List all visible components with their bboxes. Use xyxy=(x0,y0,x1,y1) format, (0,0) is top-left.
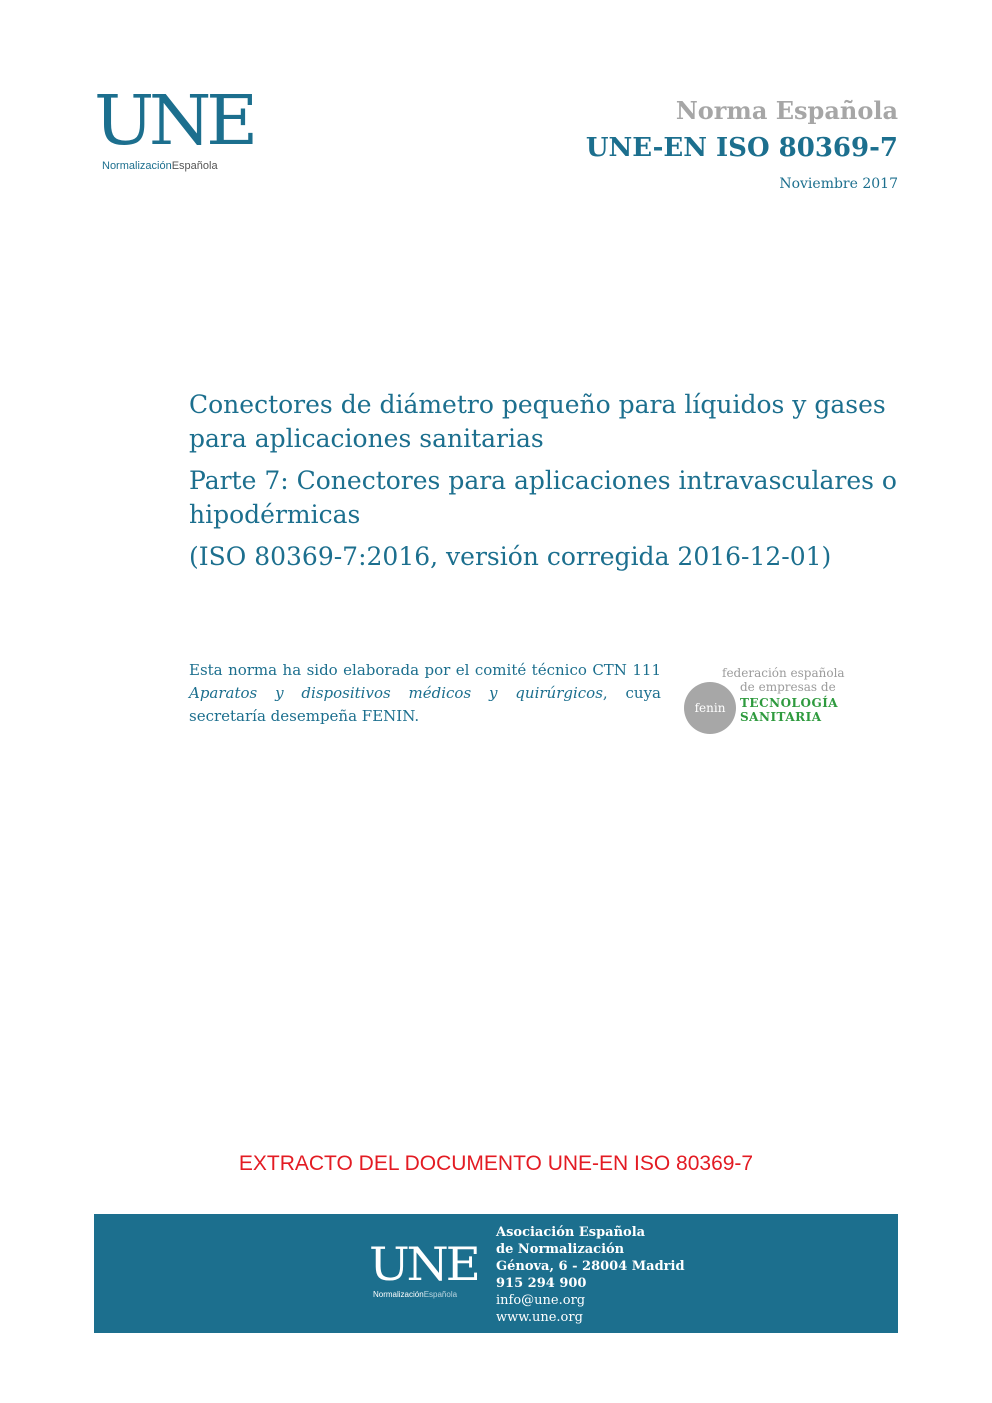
une-logo xyxy=(94,82,254,182)
footer-logo-sub-2: Española xyxy=(423,1290,458,1299)
web-link[interactable]: www.une.org xyxy=(496,1310,583,1325)
header-block xyxy=(586,96,898,192)
email-link[interactable]: info@une.org xyxy=(496,1293,586,1308)
footer-logo xyxy=(369,1237,478,1299)
logo-wordmark: UNE xyxy=(94,82,254,161)
fenin-circle: fenin xyxy=(684,682,736,734)
fenin-line-2: de empresas de xyxy=(740,680,836,694)
fenin-line-3: TECNOLOGÍA SANITARIA xyxy=(740,696,839,724)
document-reference: (ISO 80369-7:2016, versión corregida 2016-12-01) xyxy=(189,542,832,571)
footer-band xyxy=(94,1214,898,1333)
standard-code: UNE-EN ISO 80369-7 xyxy=(585,133,898,163)
footer-logo-subtitle xyxy=(373,1290,473,1299)
address: Génova, 6 - 28004 Madrid xyxy=(496,1259,685,1274)
committee-name: Aparatos y dispositivos médicos y quirúrgicos xyxy=(189,684,603,702)
fenin-logo xyxy=(684,666,898,732)
publication-date: Noviembre 2017 xyxy=(779,176,898,192)
committee-text-2: , cuya secretaría desempeña FENIN. xyxy=(189,684,661,725)
phone: 915 294 900 xyxy=(496,1276,587,1291)
title-block xyxy=(189,388,909,582)
extract-notice: EXTRACTO DEL DOCUMENTO UNE-EN ISO 80369-7 xyxy=(238,1152,754,1175)
logo-subtitle xyxy=(102,160,244,172)
committee-text-1: Esta norma ha sido elaborada por el comité técnico CTN 111 xyxy=(189,661,661,679)
footer-logo-wordmark: UNE xyxy=(369,1237,478,1291)
committee-note xyxy=(189,659,661,728)
document-part: Parte 7: Conectores para aplicaciones intravasculares o hipodérmicas xyxy=(189,466,897,529)
footer-logo-sub-1: Normalización xyxy=(373,1290,424,1299)
norma-label: Norma Española xyxy=(675,96,898,125)
logo-sub-1: Normalización xyxy=(102,160,172,172)
org-line-2: de Normalización xyxy=(496,1242,625,1257)
org-line-1: Asociación Española xyxy=(496,1225,646,1240)
document-title: Conectores de diámetro pequeño para líquidos y gases para aplicaciones sanitarias xyxy=(189,390,886,453)
fenin-line-1: federación española xyxy=(722,666,845,680)
logo-sub-2: Española xyxy=(171,160,218,172)
footer-contact xyxy=(496,1224,685,1326)
